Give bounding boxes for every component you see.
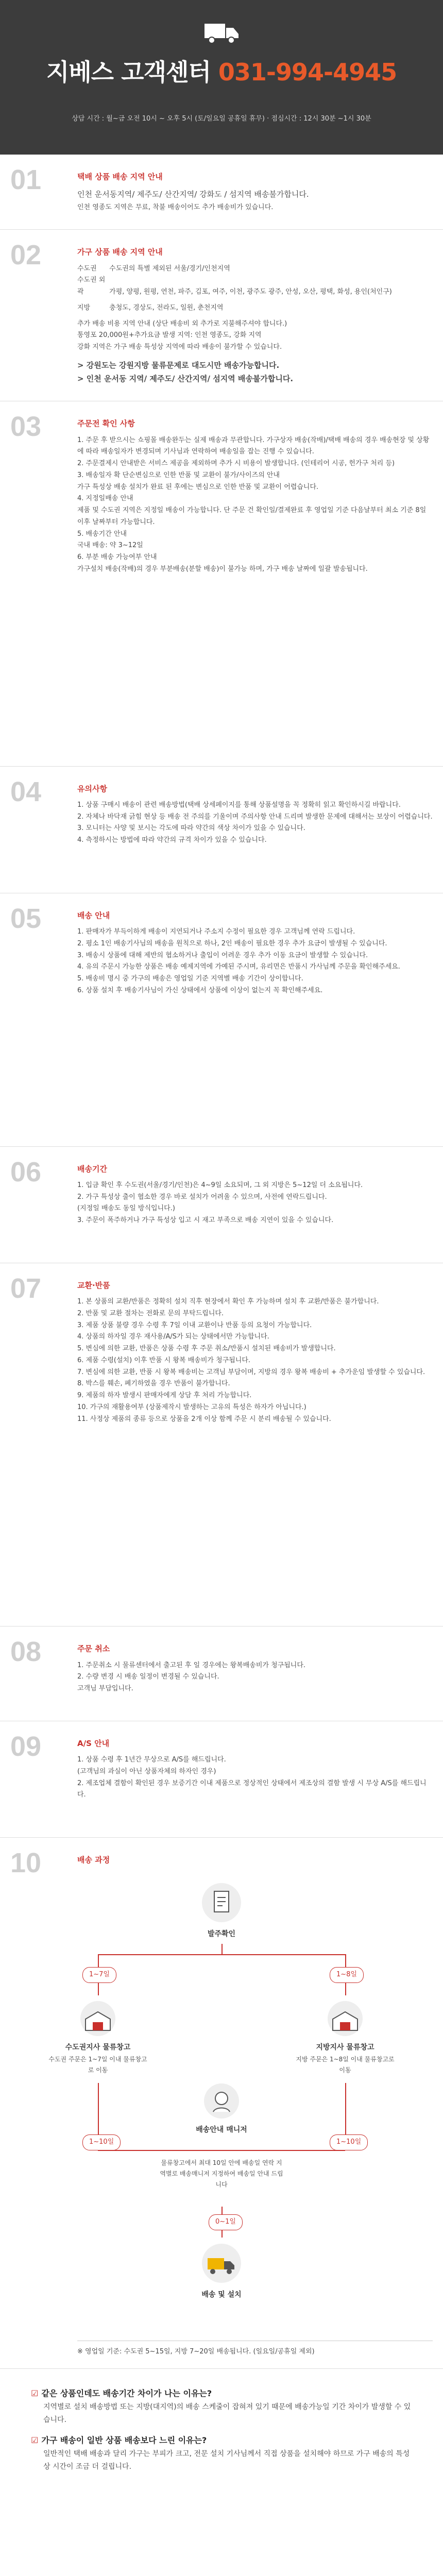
duration-badge: 0~1일 (209, 2214, 243, 2230)
list-item: 4. 유의 주문시 가능한 상품은 배송 예제지역에 가예된 주시며, 유리면은 반품시 가사님께 주문을 확인해주세요. (77, 963, 400, 971)
section-delivery-period (0, 1147, 443, 1263)
section-process (0, 1838, 443, 2369)
list-item: 1. 주문 후 받으시는 쇼핑몰 배송완두는 실제 배송과 무관합니다. 가구상자 배송(작배)/택배 배송의 경우 배송현장 및 상황에 따라 배송일자가 변경되며 기사님과 연락하여 배송일을 잡는 진행 수 있습니다. (77, 436, 430, 456)
list-item: 국내 배송: 약 3~12일 (77, 541, 143, 550)
order-step: 발주확인 (175, 1882, 268, 1940)
section-title: 주문전 확인 사항 (77, 419, 135, 429)
list-item: 3. 주문이 폭주하거나 가구 특성상 입고 시 재고 부족으로 배송 지연이 있을 수 있습니다. (77, 1216, 334, 1224)
faq-section (0, 2369, 443, 2483)
list-item: 2. 주문결제시 안내받은 서비스 제공을 제외하며 추가 시 비용이 발생합니다. (인테리어 시공, 헌가구 처리 등) (77, 460, 395, 467)
list-item: 2. 반품 및 교환 절차는 전화로 문의 부탁드립니다. (77, 1309, 224, 1317)
hours-text: 상담 시간 : 월~금 오전 10시 ~ 오후 5시 (토/일요일 공휴일 휴무) · 점심시간 : 12시 30분 ~1시 30분 (72, 115, 371, 123)
section-title: 택배 상품 배송 지역 안내 (77, 172, 163, 181)
list-item: 5. 배송비 명시 중 가구의 배송은 영업일 기준 지역별 배송 기간이 상이합니다. (77, 975, 303, 982)
headset-icon (201, 2083, 242, 2119)
section-number: 06 (10, 1156, 42, 1188)
section-number: 08 (10, 1636, 42, 1668)
delivery-truck-icon (198, 2243, 245, 2284)
section-exchange-return (0, 1263, 443, 1627)
section-title: 배송 과정 (77, 1855, 110, 1865)
connector (98, 1954, 345, 1955)
list-item: 4. 측정하시는 방법에 따라 약간의 규격 차이가 있을 수 있습니다. (77, 836, 267, 844)
page-title (0, 52, 443, 93)
manager-step: 배송안내 매니저 (170, 2083, 273, 2136)
process-diagram (10, 1877, 433, 2335)
faq-answer: 지역별로 설치 배송방법 또는 지방(대지역)의 배송 스케줄이 잡혀져 있기 때문에 배송가능일 기간 차이가 발생할 수 있습니다. (43, 2403, 411, 2424)
list-item: 5. 변심에 의한 교환, 반품은 상품 수령 후 주문 취소/반품시 설치된 배송비가 발생합니다. (77, 1345, 336, 1352)
list-item: 1. 상품 수령 후 1년간 무상으로 A/S를 해드립니다. (77, 1756, 226, 1764)
list-item: 2. 가구 특성상 출이 협소한 경우 바로 설치가 어려울 수 있으며, 사전에 연락드립니다. (77, 1193, 327, 1201)
section-as (0, 1721, 443, 1838)
extra-note: 통영포 20,000원+추가요금 발생 지역: 인천 영종도, 강화 지역 (77, 331, 262, 340)
section-number: 03 (10, 411, 42, 443)
list-item: 9. 제품의 하자 발생시 판매자에게 상담 후 처리 가능합니다. (77, 1392, 252, 1399)
warning-line: > 인천 운서동 지역/ 제주도/ 산간지역/ 섬지역 배송불가합니다. (77, 374, 294, 383)
list-item: 제품 및 수도권 지역은 지정일 배송이 가능합니다. 단 주문 건 확인일/결제완료 후 영업일 기준 다음날부터 최소 기준 8일 이후 날짜부터 가능합니다. (77, 506, 427, 526)
list-item: 3. 배송시 상품에 대해 제반의 협소하거나 출입이 어려운 경우 추가 이동 요금이 발생할 수 있습니다. (77, 951, 368, 959)
list-item: 5. 배송기간 안내 (77, 530, 127, 538)
section-number: 01 (10, 164, 42, 195)
section-number: 07 (10, 1273, 42, 1304)
warehouse-right: 지방지사 물류창고 지방 주문은 1~8일 이내 물류창고로 이동 (294, 2001, 397, 2075)
section-delivery-guide (0, 893, 443, 1147)
section-number: 10 (10, 1848, 42, 1878)
section-title: 배송기간 (77, 1164, 107, 1174)
list-item: 8. 박스를 훼손, 폐기하였을 경우 반품이 불가합니다. (77, 1380, 230, 1388)
list-item: 7. 변심에 의한 교환, 반품 시 왕복 배송비는 고객님 부담이며, 지방의 경우 왕복 배송비 + 추가운임 발생할 수 있습니다. (77, 1368, 425, 1376)
list-item: 3. 모니터는 사양 및 보시는 각도에 따라 약간의 색상 차이가 있을 수 있습니다. (77, 824, 305, 833)
area-row: 수도권 수도권의 특별 제외된 서울/경기/인천지역 (77, 264, 230, 273)
list-item: 고객님 부담입니다. (77, 1685, 133, 1692)
warehouse-icon (325, 2001, 366, 2037)
check-icon: ☑ (31, 2435, 39, 2445)
clipboard-icon (201, 1882, 242, 1923)
warehouse-left: 수도권지사 물류창고 수도권 주문은 1~7일 이내 물류창고로 이동 (46, 2001, 149, 2075)
list-item: 6. 상품 설치 후 배송기사님이 가신 상태에서 상품에 이상이 없는지 꼭 확인해주세요. (77, 986, 323, 994)
line: 인천 운서동지역/ 제주도/ 산간지역/ 강화도 / 섬지역 배송불가합니다. (77, 190, 309, 199)
list-item: 6. 부분 배송 가능여부 안내 (77, 553, 157, 561)
section-title: 유의사항 (77, 784, 107, 793)
connector (98, 2150, 345, 2151)
warning-line: > 강원도는 강원지방 물류문제로 대도시만 배송가능합니다. (77, 360, 280, 370)
list-item: (지정일 배송도 동일 방식입니다.) (77, 1205, 175, 1213)
section-number: 04 (10, 776, 42, 807)
manager-note: 물류창고에서 최대 10일 안에 배송일 연락 지역별로 배송매니저 지정하여 배송일 안내 드립니다 (160, 2159, 283, 2189)
extra-note: 강화 지역은 가구 배송 특성상 지역에 따라 배송이 불가할 수 있습니다. (77, 343, 282, 351)
section-title: A/S 안내 (77, 1738, 110, 1748)
area-row: 지방 충청도, 경상도, 전라도, 일원, 춘천지역 (77, 303, 224, 312)
list-item: 11. 사정상 제품의 종류 등으로 상품을 2개 이상 함께 주문 시 분리 배송될 수 있습니다. (77, 1415, 331, 1423)
section-title: 주문 취소 (77, 1644, 110, 1654)
duration-badge: 1~10일 (82, 2134, 121, 2150)
faq-question: ☑ 같은 상품인데도 배송기간 차이가 나는 이유는? (31, 2388, 212, 2398)
area-row: 수도권 외곽 가평, 양평, 원평, 연천, 파주, 김포, 여주, 이천, 광주도 광주, 안성, 오산, 평택, 화성, 용인(처인구) (77, 276, 392, 296)
section-checklist (0, 401, 443, 766)
section-number: 05 (10, 903, 42, 934)
footnote: ※ 영업일 기준: 수도권 5~15일, 지방 7~20일 배송됩니다. (일요일/공휴일 제외) (77, 2341, 433, 2358)
list-item: 1. 상품 구매시 배송이 관련 배송방법(택배 상세페이지를 통해 상품설명을 꼭 정확히 읽고 확인하시길 바랍니다. (77, 801, 401, 809)
faq-question: ☑ 가구 배송이 일반 상품 배송보다 느린 이유는? (31, 2435, 207, 2445)
list-item: 2. 평소 1인 배송기사님의 배송을 원칙으로 하나, 2인 배송이 필요한 경우 추가 요금이 발생될 수 있습니다. (77, 939, 387, 947)
section-furniture-area (0, 230, 443, 401)
check-icon: ☑ (31, 2388, 39, 2398)
section-title: 가구 상품 배송 지역 안내 (77, 247, 163, 257)
delivery-step: 배송 및 설치 (170, 2243, 273, 2301)
faq-answer: 일반적인 택배 배송과 달리 가구는 부피가 크고, 전문 설치 기사님께서 직접 상품을 설치해야 하므로 가구 배송의 특성상 시간이 조금 더 걸립니다. (43, 2450, 410, 2471)
list-item: 가구설치 배송(작배)의 경우 부분배송(분할 배송)이 불가능 하며, 가구 배송 날짜에 일괄 발송됩니다. (77, 565, 368, 573)
section-number: 02 (10, 240, 42, 271)
list-item: 3. 제품 상품 불량 경우 수령 후 7일 이내 교환이나 반품 등의 요청이 가능합니다. (77, 1321, 312, 1329)
list-item: 2. 수량 변경 시 배송 일정이 변경될 수 있습니다. (77, 1673, 219, 1681)
section-title: 배송 안내 (77, 910, 110, 920)
list-item: 10. 가구의 재활용여부 (상품제작시 발생하는 고유의 특성은 하자가 아닙니다.) (77, 1403, 306, 1411)
section-cautions (0, 767, 443, 893)
list-item: (고객님의 과실이 아닌 상품자체의 하자인 경우) (77, 1767, 216, 1775)
section-cancel (0, 1626, 443, 1721)
header-banner (0, 0, 443, 155)
list-item: 1. 판매자가 부득이하게 배송이 지연되거나 주소지 수정이 필요한 경우 고객님께 연락 드립니다. (77, 928, 355, 936)
list-item: 4. 지정일배송 안내 (77, 495, 133, 503)
list-item: 1. 입금 확인 후 수도권(서울/경기/인천)은 4~9일 소요되며, 그 외 지방은 5~12일 더 소요됩니다. (77, 1181, 363, 1189)
list-item: 6. 제품 수령(설치) 이후 반품 시 왕복 배송비가 청구됩니다. (77, 1356, 251, 1364)
duration-badge: 1~8일 (330, 1967, 364, 1983)
list-item: 4. 상품의 하자일 경우 재사용/A/S가 되는 상태에서만 가능합니다. (77, 1333, 269, 1341)
truck-icon (203, 21, 240, 45)
connector (222, 1944, 223, 1954)
duration-badge: 1~10일 (330, 2134, 368, 2150)
list-item: 3. 배송일자 확 단순변심으로 인한 반품 및 교환이 불가/사이즈의 안내 (77, 471, 280, 479)
extra-note: 추가 배송 비용 지역 안내 (상단 배송비 외 추가로 지불해주셔야 합니다.) (77, 319, 287, 328)
list-item: 1. 주문취소 시 물류센터에서 출고된 후 일 경우에는 왕복배송비가 청구됩니다. (77, 1661, 306, 1669)
center-name: 지베스 고객센터 (46, 58, 211, 86)
list-item: 2. 제조업체 결함이 확인된 경우 보증기간 이내 제품으로 정상적인 상태에서 제조상의 결함 발생 시 무상 A/S를 해드립니다. (77, 1779, 427, 1799)
section-number: 09 (10, 1731, 42, 1762)
line: 인천 영종도 지역은 무료, 착불 배송이어도 추가 배송비가 있습니다. (77, 203, 274, 211)
list-item: 가구 특성상 배송 설치가 완료 된 후에는 변심으로 인한 반품 및 교환이 어렵습니다. (77, 483, 319, 491)
section-delivery-area (0, 155, 443, 230)
phone-number[interactable]: 031-994-4945 (218, 58, 397, 86)
section-title: 교환·반품 (77, 1280, 110, 1290)
list-item: 1. 본 상품의 교환/반품은 정확히 설치 직후 현장에서 확인 후 가능하며 설치 후 교환/반품은 불가합니다. (77, 1298, 379, 1306)
duration-badge: 1~7일 (82, 1967, 116, 1983)
list-item: 2. 자체나 바닥재 긁힘 현상 등 배송 전 주의를 기울이며 주의사항 안내 드리며 발생한 문제에 대해서는 보상이 어렵습니다. (77, 812, 433, 821)
warehouse-icon (77, 2001, 118, 2037)
